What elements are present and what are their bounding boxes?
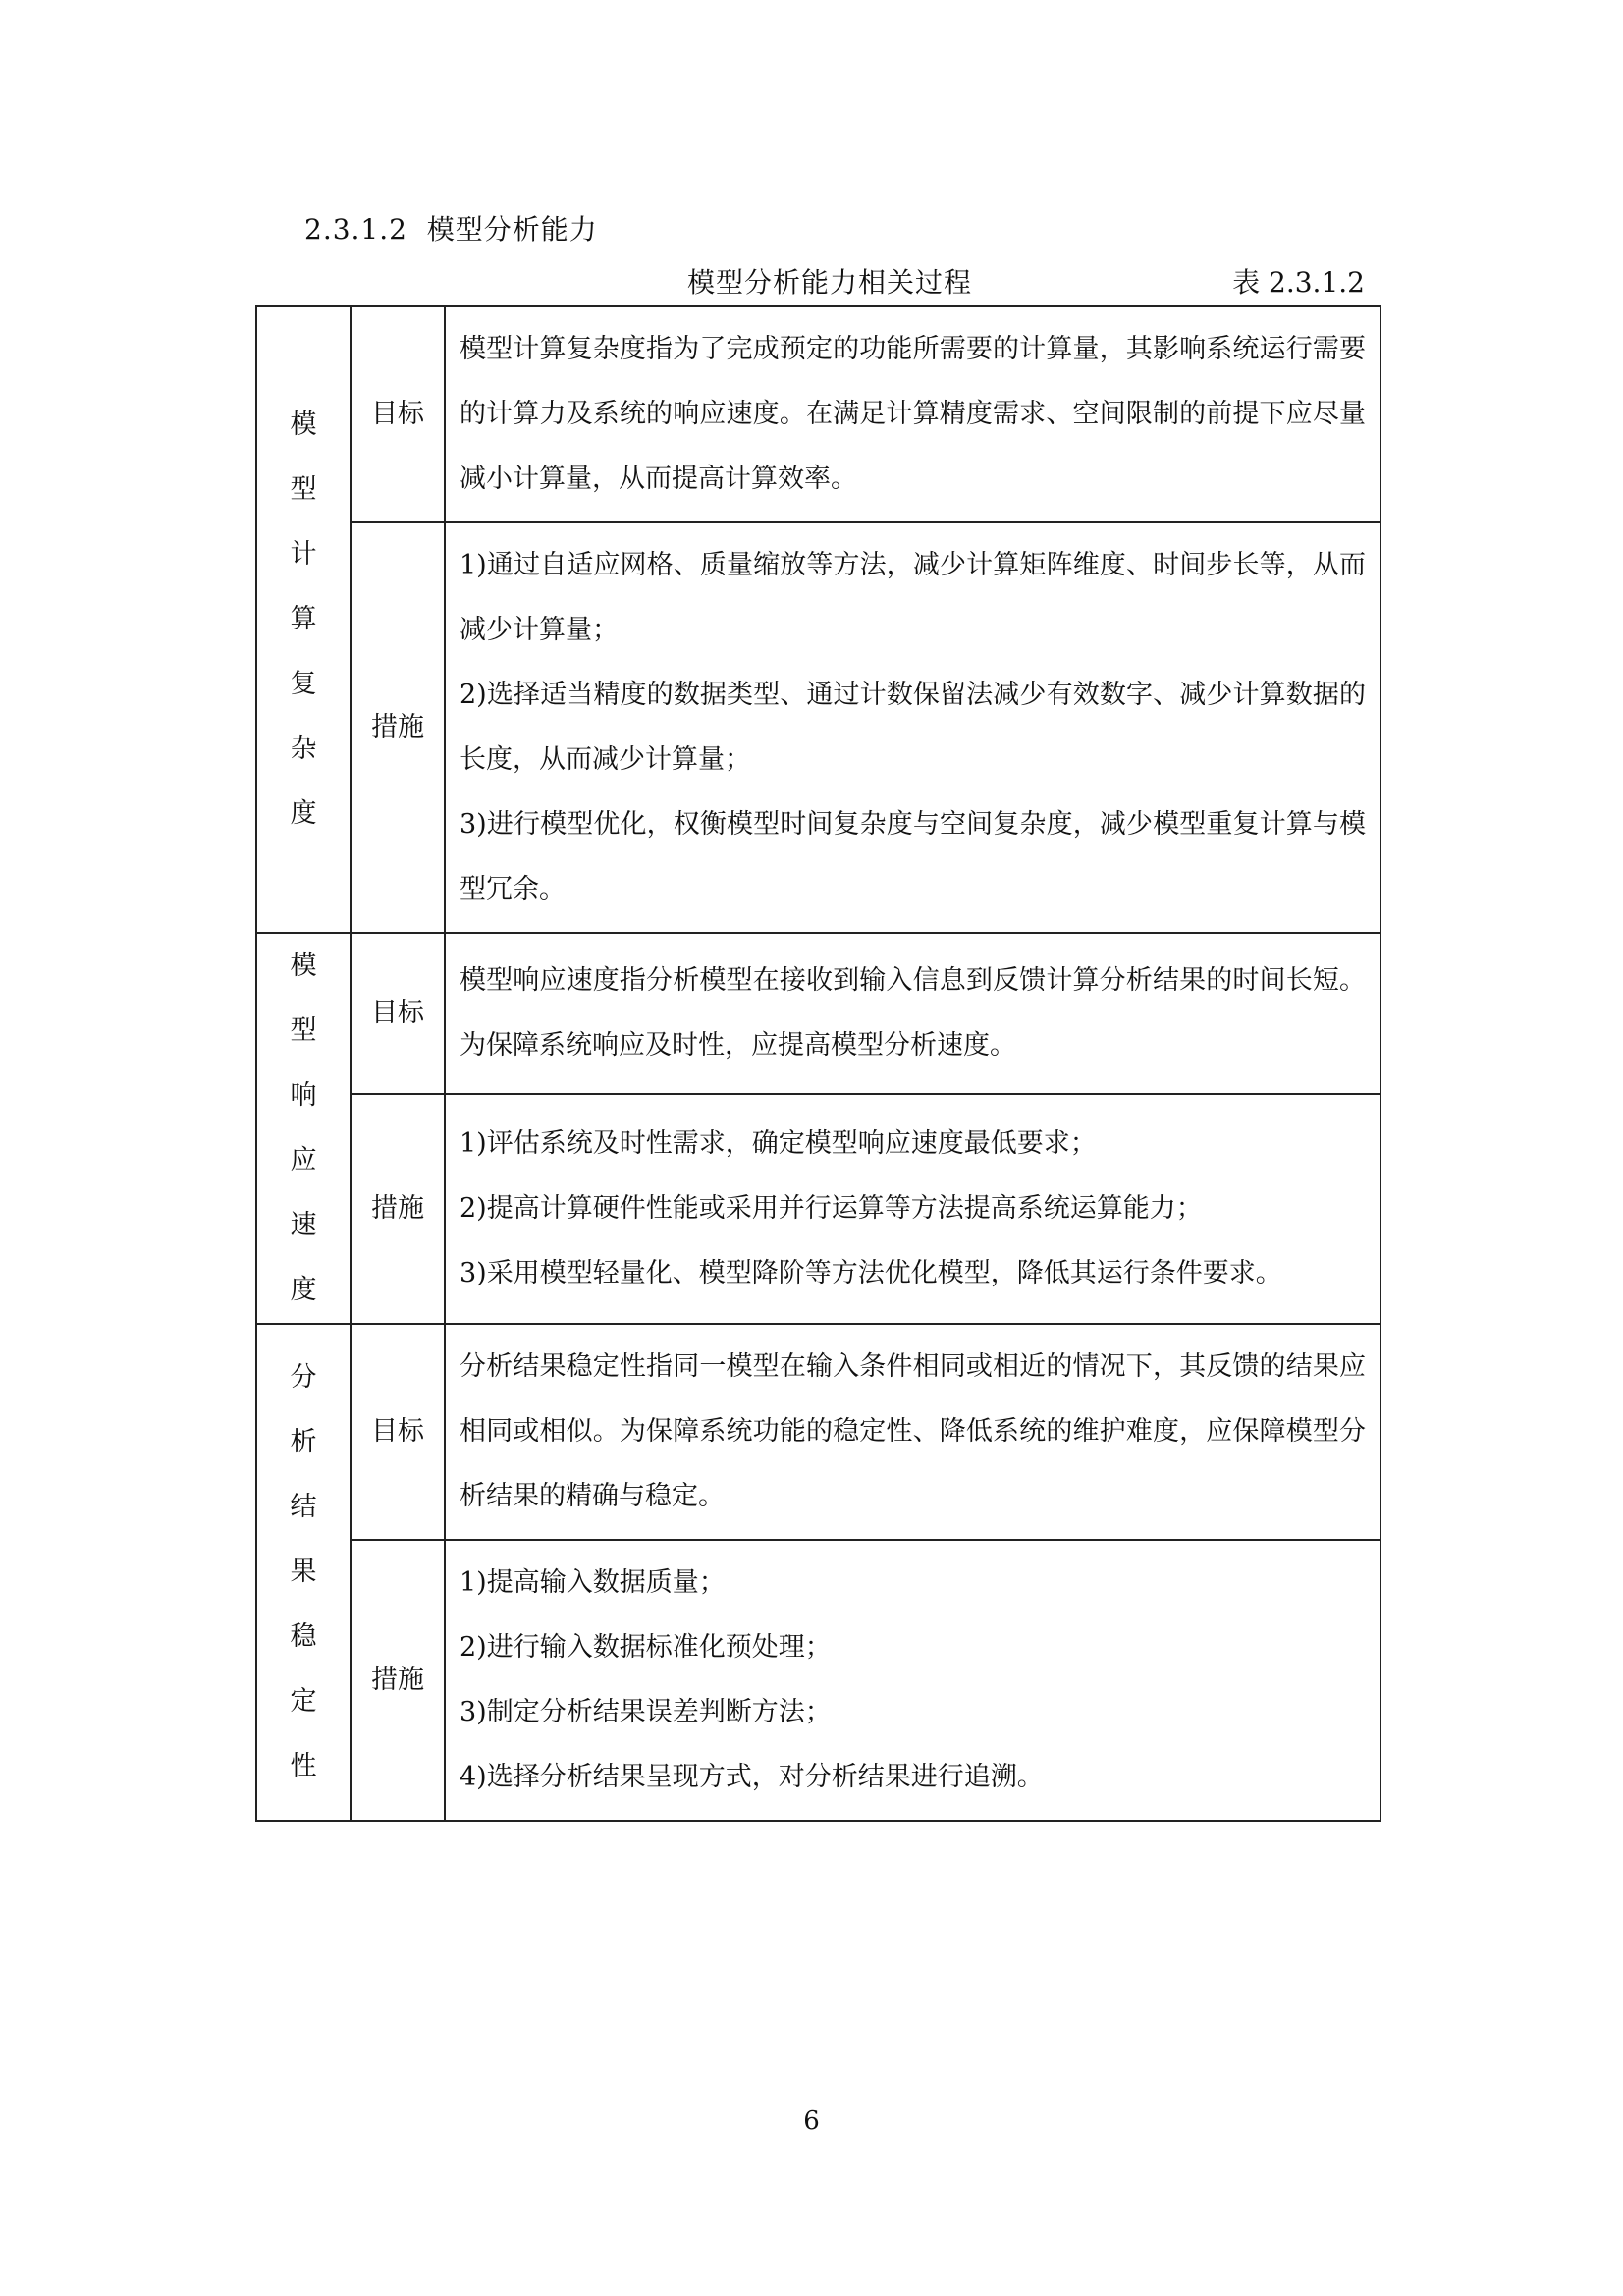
goal-text-cell: [445, 1324, 1380, 1540]
measure-label-cell: 措施: [351, 1094, 445, 1324]
measure-label-cell: 措施: [351, 522, 445, 933]
category-cell: [256, 933, 351, 1324]
goal-text-cell: [445, 933, 1380, 1094]
category-cell: [256, 306, 351, 933]
measure-item: 1)提高输入数据质量；: [460, 1567, 726, 1598]
goal-text: 模型响应速度指分析模型在接收到输入信息到反馈计算分析结果的时间长短。为保障系统响应及时性，应提高模型分析速度。: [460, 964, 1366, 1061]
goal-text: 分析结果稳定性指同一模型在输入条件相同或相近的情况下，其反馈的结果应相同或相似。为保障系统功能的稳定性、降低系统的维护难度，应保障模型分析结果的精确与稳定。: [460, 1351, 1366, 1511]
goal-label-cell: 目标: [351, 306, 445, 522]
table-title: 模型分析能力相关过程: [687, 266, 973, 299]
table-row: [256, 1324, 1380, 1540]
category-label: 模型计算复杂度: [290, 410, 317, 829]
measures-cell: [445, 1094, 1380, 1324]
measure-item: 2)提高计算硬件性能或采用并行运算等方法提高系统运算能力；: [460, 1192, 1203, 1224]
table-row: [256, 306, 1380, 522]
section-number: 2.3.1.2: [304, 213, 407, 246]
section-title: 模型分析能力: [426, 213, 598, 246]
goal-label-cell: 目标: [351, 933, 445, 1094]
table-row: [256, 933, 1380, 1094]
table-row: [256, 1094, 1380, 1324]
category-label: 模型响应速度: [290, 951, 317, 1305]
measure-item: 3)制定分析结果误差判断方法；: [460, 1697, 832, 1727]
measures-cell: [445, 1540, 1380, 1821]
goal-label-cell: 目标: [351, 1324, 445, 1540]
measure-item: 2)选择适当精度的数据类型、通过计数保留法减少有效数字、减少计算数据的长度，从而减少计算量；: [460, 680, 1366, 775]
table-number: 表 2.3.1.2: [1232, 266, 1365, 299]
page-number: 6: [803, 2106, 820, 2136]
measure-item: 3)采用模型轻量化、模型降阶等方法优化模型，降低其运行条件要求。: [460, 1257, 1282, 1288]
process-table: [255, 305, 1381, 1822]
measures-cell: [445, 522, 1380, 933]
category-cell: [256, 1324, 351, 1821]
category-label: 分析结果稳定性: [290, 1362, 317, 1781]
measure-item: 3)进行模型优化，权衡模型时间复杂度与空间复杂度，减少模型重复计算与模型冗余。: [460, 809, 1366, 904]
measure-item: 2)进行输入数据标准化预处理；: [460, 1632, 832, 1663]
goal-text-cell: [445, 306, 1380, 522]
measure-item: 1)评估系统及时性需求，确定模型响应速度最低要求；: [460, 1127, 1097, 1159]
section-heading: [304, 208, 598, 247]
goal-text: 模型计算复杂度指为了完成预定的功能所需要的计算量，其影响系统运行需要的计算力及系统的响应速度。在满足计算精度需求、空间限制的前提下应尽量减小计算量，从而提高计算效率。: [460, 334, 1366, 494]
table-row: [256, 522, 1380, 933]
measure-item: 4)选择分析结果呈现方式，对分析结果进行追溯。: [460, 1762, 1044, 1792]
table-row: [256, 1540, 1380, 1821]
measure-label-cell: 措施: [351, 1540, 445, 1821]
table-caption: [255, 261, 1380, 301]
measure-item: 1)通过自适应网格、质量缩放等方法，减少计算矩阵维度、时间步长等，从而减少计算量；: [460, 550, 1366, 645]
